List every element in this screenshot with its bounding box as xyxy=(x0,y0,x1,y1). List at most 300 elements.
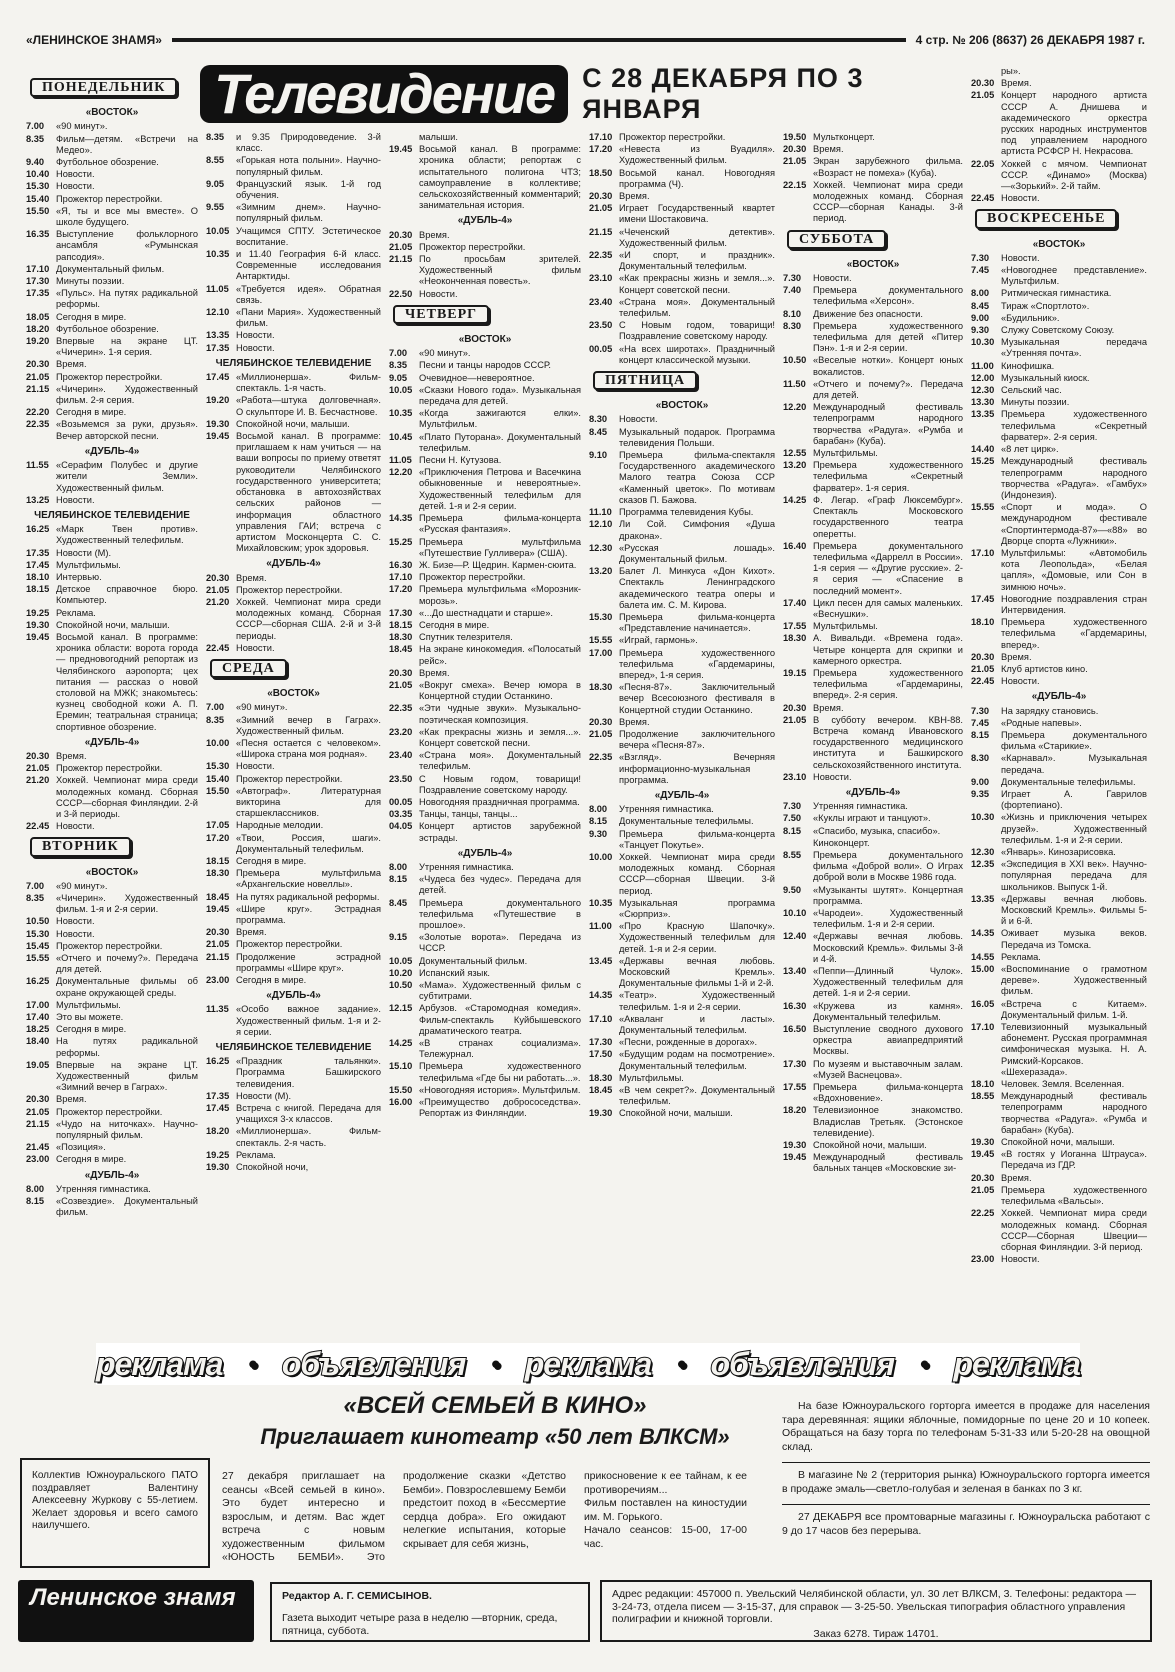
program-title: Новости. xyxy=(236,342,275,353)
program-title: Премьера художественного телефильма «Гардемарины, вперед». 2-я серия. xyxy=(813,667,963,701)
program-item xyxy=(26,929,198,940)
program-time: 7.00 xyxy=(26,880,45,891)
program-title: Народные мелодии. xyxy=(236,820,324,831)
program-title: «Русская лошадь». Документальный фильм. xyxy=(619,542,775,564)
program-title: Детское справочное бюро. Компьютер. xyxy=(56,584,198,606)
program-title: «Державы вечная любовь. Московский Кремль». Документальные фильмы 1-й и 2-й. xyxy=(619,955,775,989)
program-item xyxy=(783,1082,963,1104)
program-time: 8.55 xyxy=(783,849,802,860)
program-item xyxy=(589,414,775,425)
program-title: Премьера документального телефильма «Херсон». xyxy=(813,285,963,307)
program-title: Премьера художественного телефильма «Секретный фарватер». 2-я серия. xyxy=(1001,409,1147,442)
program-title: «Позиция». xyxy=(56,1142,106,1153)
program-title: «Возьмемся за руки, друзья». Вечер авторской песни. xyxy=(56,419,198,441)
program-item xyxy=(206,975,381,986)
program-item xyxy=(206,702,381,713)
program-title: Новости. xyxy=(419,288,458,299)
program-item xyxy=(971,548,1147,593)
day-friday: ПЯТНИЦА xyxy=(593,371,697,390)
program-time: 10.30 xyxy=(971,337,995,348)
program-time: 18.30 xyxy=(206,868,230,879)
channel-dubl4: «ДУБЛЬ-4» xyxy=(457,215,513,227)
program-time: 17.45 xyxy=(206,1103,230,1114)
program-title: Тираж «Спортлото». xyxy=(1001,300,1090,311)
program-title: Спокойной ночи, малыши. xyxy=(56,619,170,630)
channel-dubl4: «ДУБЛЬ-4» xyxy=(457,847,513,859)
day-saturday: СУББОТА xyxy=(787,230,886,249)
program-item xyxy=(589,1049,775,1071)
program-title: Клуб артистов кино. xyxy=(1001,663,1088,674)
program-time: 21.05 xyxy=(26,371,50,382)
program-time: 21.15 xyxy=(206,951,230,962)
program-title: «Песни, рожденные в дорогах». xyxy=(619,1037,758,1048)
program-item xyxy=(971,964,1147,998)
program-title: Человек. Земля. Вселенная. xyxy=(1001,1079,1125,1090)
program-item xyxy=(206,1126,381,1148)
program-title: «Преимущество добрососедства». Репортаж из Финляндии. xyxy=(419,1097,581,1119)
program-title: Документальные телефильмы. xyxy=(1001,776,1136,787)
program-item xyxy=(971,397,1147,408)
program-item xyxy=(206,372,381,394)
program-time: 8.45 xyxy=(389,897,408,908)
program-time: 21.05 xyxy=(589,728,613,739)
program-item xyxy=(206,892,381,903)
program-item xyxy=(206,833,381,855)
bullet-icon: • xyxy=(919,1348,928,1379)
program-item xyxy=(589,717,775,728)
program-item xyxy=(971,78,1147,89)
program-title: Мультфильмы. xyxy=(56,559,121,570)
program-item xyxy=(783,285,963,307)
program-title: «Про Красную Шапочку». Художественный телефильм для детей. 1-я и 2-я серии. xyxy=(619,921,775,954)
program-time: 15.00 xyxy=(971,964,995,975)
program-list xyxy=(783,132,963,225)
program-time: 8.00 xyxy=(589,804,608,815)
program-item xyxy=(389,809,581,820)
program-item xyxy=(26,881,198,892)
program-item xyxy=(783,885,963,907)
program-title: Время. xyxy=(419,229,450,240)
program-item xyxy=(206,179,381,201)
program-title: С Новым годом, товарищи! Поздравление советскому народу. xyxy=(419,773,581,795)
program-item xyxy=(783,180,963,225)
program-item xyxy=(783,668,963,702)
program-time: 15.30 xyxy=(589,611,613,622)
program-title: «Автограф». Литературная викторина для старшеклассников. xyxy=(236,785,381,819)
program-title: Сегодня в мире. xyxy=(56,1024,127,1035)
program-time: 19.45 xyxy=(206,903,230,914)
program-title: Минуты поэзии. xyxy=(56,276,125,287)
program-item xyxy=(783,826,963,837)
program-item xyxy=(971,777,1147,788)
program-time: 13.40 xyxy=(783,966,807,977)
program-time: 18.05 xyxy=(26,311,50,322)
program-time: 10.35 xyxy=(206,249,230,260)
program-title: Время. xyxy=(419,667,450,678)
program-time: 23.00 xyxy=(26,1154,50,1165)
program-title: Песни Н. Кутузова. xyxy=(419,455,502,466)
newspaper-logo: Ленинское знамя xyxy=(18,1580,254,1642)
program-title: Премьера фильма-концерта «Представление начинается». xyxy=(619,611,775,634)
program-time: 12.40 xyxy=(783,931,807,942)
program-time: 21.15 xyxy=(26,1118,50,1129)
program-title: Премьера мультфильма «Архангельские новеллы». xyxy=(236,868,381,890)
program-item xyxy=(783,541,963,597)
program-title: Международный фестиваль телепрограмм народного творчества «Радуга». «Румба и барабан» (Куба). xyxy=(813,402,963,446)
program-item xyxy=(26,121,198,132)
program-item xyxy=(26,181,198,192)
program-time: 10.05 xyxy=(389,955,413,966)
program-title: Международный фестиваль бальных танцев «Московские зи- xyxy=(813,1152,963,1174)
program-list xyxy=(206,132,381,354)
program-title: «Экспедиция в XXI век». Научно-популярная передача для школьников. Выпуск 1-й. xyxy=(1001,859,1147,892)
program-title: «Работа—штука долговечная». О скульпторе И. В. Бесчастнове. xyxy=(236,395,381,417)
program-title: Спокойной ночи, малыши. xyxy=(813,1140,927,1151)
program-item xyxy=(389,560,581,571)
program-time: 11.00 xyxy=(971,360,994,371)
program-title: «Пульс». На путях радикальной реформы. xyxy=(56,288,198,310)
program-time: 7.30 xyxy=(783,801,802,812)
program-time: 13.30 xyxy=(971,397,995,408)
program-time: 18.15 xyxy=(206,855,230,866)
program-title: «Музыканты шутят». Концертная программа. xyxy=(813,884,963,906)
program-item xyxy=(389,680,581,702)
program-time: 8.30 xyxy=(783,320,802,331)
program-item xyxy=(589,635,775,646)
program-title: Реклама. xyxy=(236,1149,276,1160)
program-title: Время. xyxy=(813,144,844,155)
program-title: Спокойной ночи, малыши. xyxy=(1001,1137,1115,1148)
program-title: Оживает музыка веков. Передача из Томска. xyxy=(1001,928,1147,950)
program-title: Футбольное обозрение. xyxy=(56,157,159,168)
program-title: Впервые на экране ЦТ. Художественный фильм «Зимний вечер в Гаграх». xyxy=(56,1059,198,1093)
program-time: 12.55 xyxy=(783,448,807,459)
program-time: 10.00 xyxy=(589,851,613,862)
program-title: Время. xyxy=(619,191,650,202)
program-time: 8.35 xyxy=(206,714,225,725)
program-time: 9.35 xyxy=(971,788,990,799)
program-title: Новости. xyxy=(236,642,275,653)
program-title: По музеям и выставочным залам. «Музей Васнецова». xyxy=(813,1058,963,1080)
program-list xyxy=(589,804,775,1119)
program-time: 10.50 xyxy=(26,916,50,927)
program-title: Утренняя гимнастика. xyxy=(619,804,714,815)
program-item xyxy=(971,730,1147,752)
program-time: 12.10 xyxy=(589,519,613,530)
program-item xyxy=(206,774,381,785)
program-time: 17.10 xyxy=(971,1022,995,1033)
program-time: 19.45 xyxy=(783,1152,807,1163)
program-item xyxy=(783,144,963,155)
program-list xyxy=(206,702,381,986)
program-item xyxy=(971,718,1147,729)
program-title: Мультфильмы. xyxy=(813,621,878,632)
program-item xyxy=(389,348,581,359)
day-wednesday: СРЕДА xyxy=(210,659,287,678)
program-title: Премьера художественного телефильма для детей «Питер Пэн». 1-я и 2-я серии. xyxy=(813,320,963,354)
program-item xyxy=(783,460,963,494)
program-time: 12.35 xyxy=(971,859,995,870)
program-item xyxy=(206,761,381,772)
program-time: 00.05 xyxy=(389,796,413,807)
program-title: Французский язык. 1-й год обучения. xyxy=(236,178,381,201)
program-title: Телевизионный музыкальный абонемент. Русская программная симфоническая музыка. Н. А. Римский-Корсаков. «Шехеразада». xyxy=(1001,1022,1147,1077)
program-time: 15.55 xyxy=(971,502,995,513)
program-time: 19.30 xyxy=(971,1137,995,1148)
program-item xyxy=(971,90,1147,157)
program-time: 03.35 xyxy=(389,809,413,820)
program-title: «Спасибо, музыка, спасибо». xyxy=(813,825,941,836)
program-title: Новости. xyxy=(1001,193,1040,204)
program-item xyxy=(783,273,963,284)
bullet-icon: • xyxy=(248,1348,257,1379)
program-list xyxy=(26,881,198,1166)
program-time: 9.00 xyxy=(971,776,990,787)
program-time: 04.05 xyxy=(389,821,413,832)
program-item xyxy=(971,999,1147,1021)
program-item xyxy=(589,612,775,634)
program-item xyxy=(206,927,381,938)
program-title: «Твои, Россия, шаги». Документальный телефильм. xyxy=(236,832,381,854)
bullet-icon: • xyxy=(676,1348,685,1379)
program-time: 21.20 xyxy=(206,596,230,607)
program-item xyxy=(783,1024,963,1058)
program-item xyxy=(389,980,581,1002)
program-time: 22.45 xyxy=(971,676,995,687)
program-title: «Воспоминание о грамотном дереве». Художественный фильм. xyxy=(1001,964,1147,997)
program-item xyxy=(589,168,775,190)
program-item xyxy=(971,676,1147,687)
program-time: 20.30 xyxy=(783,702,807,713)
program-title: Музыкальная передача «Утренняя почта». xyxy=(1001,337,1147,359)
day-thursday: ЧЕТВЕРГ xyxy=(393,305,489,324)
program-time: 12.15 xyxy=(389,1003,413,1014)
program-time: 15.30 xyxy=(26,181,50,192)
masthead-rule xyxy=(172,38,906,42)
program-item xyxy=(26,893,198,915)
program-item xyxy=(26,1012,198,1023)
program-title: Хоккей с мячом. Чемпионат СССР. «Динамо» (Москва)—«Зорький». 2-й тайм. xyxy=(1001,158,1147,192)
program-item xyxy=(206,585,381,596)
program-item xyxy=(971,373,1147,384)
program-item xyxy=(26,1119,198,1141)
program-item xyxy=(389,1097,581,1119)
program-time: 17.45 xyxy=(971,593,995,604)
program-time: 17.30 xyxy=(26,276,50,287)
program-item xyxy=(206,715,381,737)
program-title: «Чеченский детектив». Художественный фильм. xyxy=(619,226,775,248)
program-title: Играет Государственный квартет имени Шостаковича. xyxy=(619,203,775,225)
program-time: 20.30 xyxy=(206,927,230,938)
program-title: «На всех широтах». Праздничный концерт классической музыки. xyxy=(619,343,775,365)
program-item xyxy=(971,409,1147,443)
program-item xyxy=(783,132,963,143)
program-item xyxy=(589,507,775,518)
program-item xyxy=(971,1022,1147,1078)
channel-vostok: «ВОСТОК» xyxy=(846,258,900,270)
program-time: 13.20 xyxy=(589,566,613,577)
program-time: 8.55 xyxy=(206,155,225,166)
program-item xyxy=(783,813,963,824)
program-title: «Державы вечная любовь. Московский Кремль». Фильмы 5-й и 6-й. xyxy=(1001,893,1147,927)
program-title: «Сказки Нового года». Музыкальная передача для детей. xyxy=(419,384,581,407)
program-title: Движение без опасности. xyxy=(813,308,923,319)
program-time: 20.30 xyxy=(589,716,613,727)
program-title: «Новогоднее представление». Мультфильм. xyxy=(1001,265,1147,287)
program-title: «Зимним днем». Научно-популярный фильм. xyxy=(236,202,381,224)
program-item xyxy=(26,324,198,335)
program-list xyxy=(589,414,775,786)
program-time: 18.10 xyxy=(26,571,50,582)
program-item xyxy=(389,632,581,643)
program-item xyxy=(971,1173,1147,1184)
kino-announcement xyxy=(222,1470,747,1565)
program-item xyxy=(589,543,775,565)
program-time: 16.30 xyxy=(389,559,413,570)
program-item xyxy=(26,460,198,494)
program-item xyxy=(589,804,775,815)
program-title: Новости. xyxy=(56,928,95,939)
program-title: «Чичерин». Художественный фильм. 1-я и 2-я серии. xyxy=(56,893,198,915)
program-item xyxy=(783,621,963,632)
program-time: 17.30 xyxy=(589,1037,613,1048)
program-time: 16.25 xyxy=(26,976,50,987)
program-title: Футбольное обозрение. xyxy=(56,323,159,334)
announcement-tara: На базе Южноуральского горторга имеется в продаже для населения тара деревянная: ящики яблочные, помидорные по цене 20 и 10 копеек. Обращаться на базу торга по телефонам 5-31-33 или 5-20-28 на овощной склад. xyxy=(782,1400,1150,1453)
program-item xyxy=(389,132,581,143)
program-time: 8.00 xyxy=(971,288,990,299)
program-item xyxy=(783,633,963,667)
program-item xyxy=(589,203,775,225)
program-title: Мультфильмы. xyxy=(56,999,121,1010)
program-item xyxy=(971,1091,1147,1136)
program-item xyxy=(589,898,775,920)
program-item xyxy=(971,617,1147,651)
program-time: 9.55 xyxy=(206,202,225,213)
program-item xyxy=(206,1150,381,1161)
congratulation-box: Коллектив Южноуральского ПАТО поздравляет Валентину Алексеевну Журкову с 55-летием. Желает здоровья и всего самого наилучшего. xyxy=(20,1458,210,1568)
program-title: Играет А. Гаврилов (фортепиано). xyxy=(1001,788,1147,811)
program-title: Фильм—детям. «Встречи на Медео». xyxy=(56,133,198,155)
program-title: «И спорт, и праздник». Документальный телефильм. xyxy=(619,250,775,272)
program-time: 17.55 xyxy=(783,621,807,632)
program-list xyxy=(389,862,581,1119)
program-item xyxy=(589,566,775,611)
kino-text: прикосновение к ее тайнам, к ее противоречиям... xyxy=(584,1470,747,1496)
program-item xyxy=(206,1162,381,1173)
program-item xyxy=(26,916,198,927)
program-time: 19.25 xyxy=(206,1149,230,1160)
program-list xyxy=(26,751,198,832)
program-item xyxy=(389,537,581,559)
program-item xyxy=(389,373,581,384)
program-time: 17.35 xyxy=(26,288,50,299)
program-time: 21.05 xyxy=(783,714,807,725)
program-list xyxy=(971,253,1147,688)
program-item xyxy=(589,320,775,342)
program-time xyxy=(971,66,1001,77)
banner-word: объявления xyxy=(710,1345,895,1382)
program-time: 18.10 xyxy=(971,1079,995,1090)
program-title: Арбузов. «Старомодная комедия». Фильм-спектакль Куйбышевского драматического театра. xyxy=(419,1003,581,1036)
program-list xyxy=(971,66,1147,204)
program-item xyxy=(589,344,775,366)
program-time: 17.10 xyxy=(589,132,613,142)
program-item xyxy=(783,850,963,884)
program-item xyxy=(971,789,1147,811)
program-title: ры». xyxy=(1001,66,1021,76)
program-time: 9.15 xyxy=(389,932,408,943)
program-title: «Эти чудные звуки». Музыкально-поэтическая композиция. xyxy=(419,703,581,725)
program-title: Восьмой канал. В программе: приглашаем к нам учиться — на ваши вопросы по приему ответят руководители Челябинского государственного университета; обстановка в автохозяйствах сельских районов — информация областного управления ГАИ; встреча с артистом Москонцерта С. С. Михайловским; урок здоровья. xyxy=(236,431,381,554)
program-item xyxy=(589,1037,775,1048)
program-title: Прожектор перестройки. xyxy=(56,371,163,382)
program-title: «Веселые нотки». Концерт юных вокалистов. xyxy=(813,355,963,377)
program-time: 16.25 xyxy=(206,1056,230,1067)
program-title: «8 лет цирк». xyxy=(1001,444,1059,455)
program-list xyxy=(389,348,581,844)
program-time: 22.25 xyxy=(971,1208,995,1219)
program-item xyxy=(783,801,963,812)
program-title: В субботу вечером. КВН-88. Встреча команд Ивановского государственного медицинского института и Башкирского сельскохозяйственного института. xyxy=(813,714,963,770)
program-title: Документальные фильмы об охране окружающей среды. xyxy=(56,976,198,998)
program-item xyxy=(26,584,198,606)
program-time: 21.05 xyxy=(389,679,413,690)
program-time: 15.45 xyxy=(26,940,50,951)
program-time: 16.25 xyxy=(26,524,50,535)
program-item xyxy=(26,524,198,546)
program-item xyxy=(389,608,581,619)
program-title: Концерт артистов зарубежной эстрады. xyxy=(419,821,581,843)
kino-title: «ВСЕЙ СЕМЬЕЙ В КИНО» xyxy=(343,1392,647,1419)
kino-text: продолжение сказки «Детство Бемби». Повзрослевшему Бемби предстоит поход в «Бессмертие сердца добра». Его ожидают нелегкие испытания, которые скрывает для себя жизнь, xyxy=(403,1470,566,1550)
program-time: 12.10 xyxy=(206,307,230,318)
program-title: Премьера фильма-спектакля Государственного академического Малого театра Союза ССР «Каменный цветок». По мотивам сказов П. Бажова. xyxy=(619,450,775,505)
program-title: Новости. xyxy=(1001,1254,1040,1265)
channel-chel: ЧЕЛЯБИНСКОЕ ТЕЛЕВИДЕНИЕ xyxy=(215,1042,372,1054)
program-time: 14.35 xyxy=(971,928,995,939)
program-time: 18.30 xyxy=(389,632,413,643)
program-title: Прожектор перестройки. xyxy=(236,584,343,595)
program-time: 16.50 xyxy=(783,1024,807,1035)
program-time: 10.40 xyxy=(26,169,50,180)
program-title: «Будильник». xyxy=(1001,312,1060,323)
program-item xyxy=(783,355,963,377)
program-item xyxy=(389,1038,581,1060)
program-item xyxy=(26,419,198,441)
program-title: Премьера художественного телефильма «Где бы ни работать...». xyxy=(419,1061,581,1083)
program-item xyxy=(389,620,581,631)
program-time: 8.15 xyxy=(971,729,990,740)
program-time: 17.40 xyxy=(26,1012,50,1023)
program-item xyxy=(389,668,581,679)
program-list xyxy=(26,460,198,506)
program-title: «90 минут». xyxy=(56,121,108,132)
program-item xyxy=(206,573,381,584)
program-time xyxy=(389,132,419,143)
program-title: «Пани Мария». Художественный фильм. xyxy=(236,307,381,329)
program-time: 23.00 xyxy=(971,1254,995,1265)
program-time: 17.20 xyxy=(389,584,413,595)
program-title: «Чудеса без чудес». Передача для детей. xyxy=(419,874,581,896)
program-item xyxy=(783,908,963,930)
program-title: «В гостях у Иоганна Штрауса». Передача из ГДР. xyxy=(1001,1149,1147,1171)
program-title: «Новогодняя история». Мультфильм. xyxy=(419,1084,581,1095)
program-title: Время. xyxy=(1001,1172,1032,1183)
program-title: Новости. xyxy=(56,494,95,505)
program-title: Международный фестиваль телепрограмм народного творчества «Радуга». «Гамбух» (Индонезия). xyxy=(1001,456,1147,500)
program-item xyxy=(389,360,581,371)
